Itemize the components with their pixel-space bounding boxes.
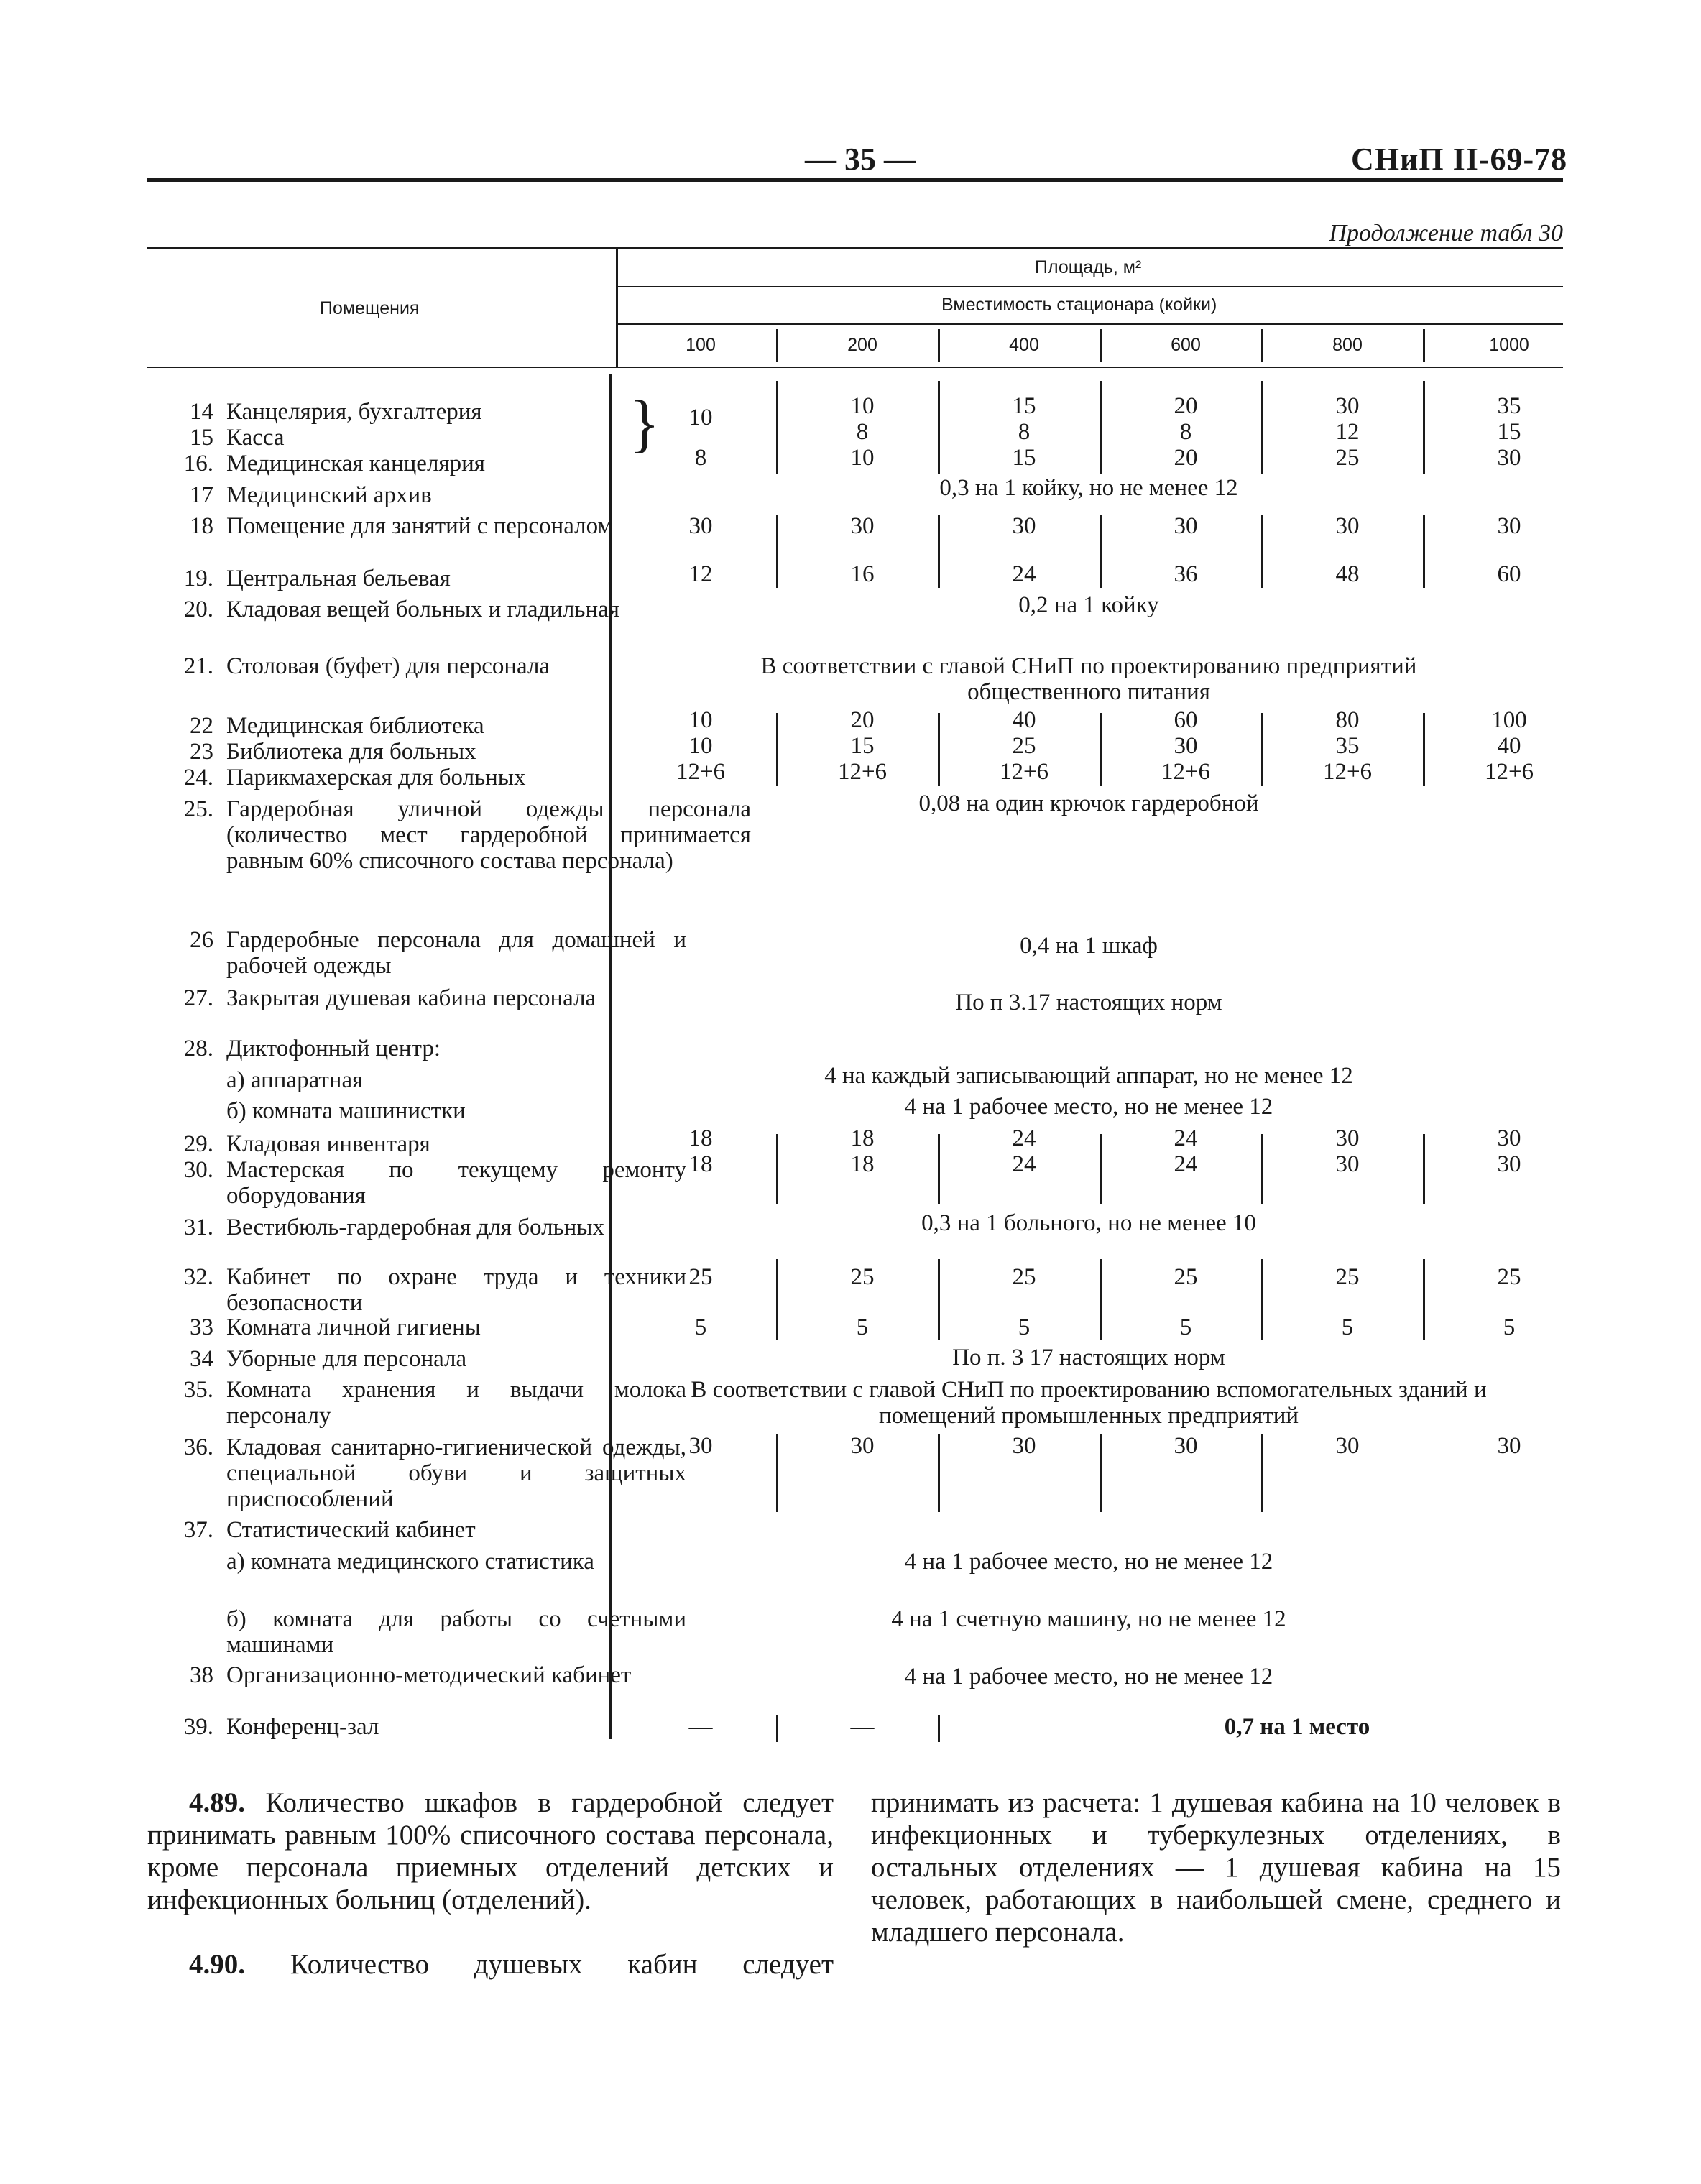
capacity-400: 400: [1009, 335, 1039, 355]
room-name: Канцелярия, бухгалтерия: [226, 399, 482, 425]
column-header-area: Площадь, м²: [1035, 257, 1142, 277]
row-number: 14: [190, 399, 213, 425]
capacity-rule: [618, 323, 1563, 325]
header-rule: [147, 178, 1563, 182]
capacity-100: 100: [686, 335, 716, 355]
value-cell: 10: [850, 393, 875, 419]
head-divider: [616, 247, 618, 367]
value-cell: 30: [1335, 393, 1360, 419]
page-number: — 35 —: [805, 142, 916, 177]
capacity-1000: 1000: [1489, 335, 1529, 355]
paragraph-4-89: 4.89. Количество шкафов в гардеробной следует принимать равным 100% списочного состава персонала, кроме персонала приемных отделений детских и инфекционных больниц (отделений).: [147, 1787, 834, 1915]
clause-number: 4.89.: [189, 1787, 245, 1818]
value-cell: 35: [1497, 393, 1521, 419]
table-head-bottom-rule: [147, 367, 1563, 368]
document-code: СНиП II-69-78: [1351, 142, 1568, 177]
table-top-rule: [147, 247, 1563, 249]
clause-number: 4.90.: [189, 1949, 245, 1980]
paragraph-4-90-continued: принимать из расчета: 1 душевая кабина на 10 человек в инфекционных и туберкулезных отделениях, в остальных отделениях — 1 душевая кабина на 15 человек, работающих в наибольшей смене, среднего и младшего персонала.: [871, 1787, 1561, 1948]
value-cell: 20: [1174, 393, 1198, 419]
capacity-600: 600: [1171, 335, 1201, 355]
capacity-200: 200: [847, 335, 877, 355]
paragraph-4-90-start: 4.90. Количество душевых кабин следует: [189, 1949, 834, 1980]
column-header-capacity: Вместимость стационара (койки): [941, 295, 1217, 315]
value-cell: 10: [688, 405, 713, 430]
capacity-800: 800: [1332, 335, 1363, 355]
brace-rows-14-15: }: [629, 388, 660, 459]
value-cell: 15: [1012, 393, 1036, 419]
column-header-room: Помещения: [320, 298, 420, 318]
area-rule: [618, 286, 1563, 287]
table-continuation-label: Продолжение табл 30: [1329, 220, 1563, 246]
merged-value: 0,3 на 1 койку, но не менее 12: [939, 475, 1238, 501]
